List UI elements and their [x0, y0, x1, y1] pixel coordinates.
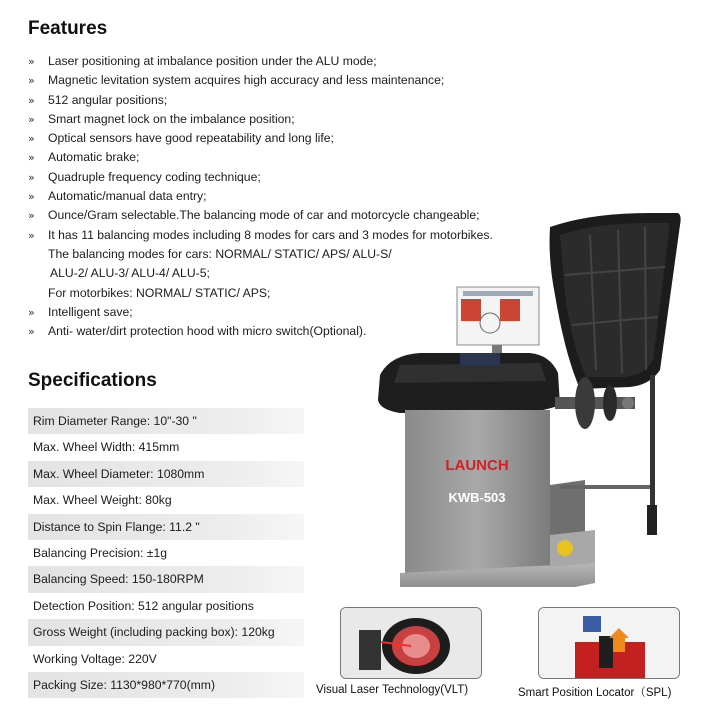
double-chevron-right-icon: »: [28, 190, 35, 204]
double-chevron-right-icon: »: [28, 55, 35, 68]
specifications-title: Specifications: [28, 370, 157, 391]
feature-item: » Anti- water/dirt protection hood with micro switch(Optional).: [28, 322, 558, 341]
spl-thumbnail: [538, 607, 680, 679]
feature-subline: ALU-2/ ALU-3/ ALU-4/ ALU-5;: [50, 266, 210, 281]
spec-row: Max. Wheel Diameter: 1080mm: [28, 461, 304, 487]
feature-item: » Quadruple frequency coding technique;: [28, 168, 558, 187]
hood-arm-foot: [647, 505, 657, 535]
vlt-thumbnail: [340, 607, 482, 679]
vlt-caption: Visual Laser Technology(VLT): [316, 684, 469, 696]
protection-hood: [550, 213, 681, 389]
feature-item: » Laser positioning at imbalance position under the ALU mode;: [28, 52, 558, 71]
spec-row: Max. Wheel Width: 415mm: [33, 440, 180, 455]
spec-row: Working Voltage: 220V: [33, 651, 157, 666]
model-label: KWB-503: [448, 490, 506, 505]
feature-item: » Ounce/Gram selectable.The balancing mode of car and motorcycle changeable;: [28, 206, 558, 225]
brand-label: LAUNCH: [445, 457, 509, 474]
spec-row: Balancing Speed: 150-180RPM: [28, 566, 304, 592]
features-title: Features: [28, 18, 108, 39]
spec-row: Rim Diameter Range: 10"-30 ": [28, 408, 304, 434]
spec-row: Packing Size: 1130*980*770(mm): [28, 672, 304, 698]
spec-row: Balancing Precision: ±1g: [33, 545, 168, 560]
feature-subline: For motorbikes: NORMAL/ STATIC/ APS;: [48, 285, 271, 300]
feature-item: » Smart magnet lock on the imbalance position;: [28, 110, 558, 129]
double-chevron-right-icon: »: [28, 325, 35, 339]
feature-item: » 512 angular positions;: [28, 91, 558, 110]
feature-item: » Magnetic levitation system acquires high accuracy and less maintenance;: [28, 71, 558, 90]
feature-item: » It has 11 balancing modes including 8 modes for cars and 3 modes for motorbikes.: [28, 226, 558, 245]
spl-caption: Smart Position Locator（SPL): [518, 687, 672, 699]
hood-arm: [650, 375, 655, 515]
laser-wheel-image: [341, 608, 481, 678]
feature-item: » Optical sensors have good repeatability and long life;: [28, 129, 558, 148]
specifications-table: [28, 408, 304, 698]
double-chevron-right-icon: »: [28, 93, 35, 107]
measuring-arm: [560, 485, 650, 489]
spec-row: Distance to Spin Flange: 11.2 ": [28, 514, 304, 540]
double-chevron-right-icon: »: [28, 151, 35, 165]
wheel-balancer-image: [360, 205, 700, 595]
feature-subline: The balancing modes for cars: NORMAL/ STATIC/ APS/ ALU-S/: [48, 246, 392, 261]
double-chevron-right-icon: »: [28, 228, 35, 242]
spec-row: Max. Wheel Weight: 80kg: [33, 493, 172, 508]
spec-row: Gross Weight (including packing box): 120kg: [28, 619, 304, 645]
double-chevron-right-icon: »: [28, 209, 35, 223]
double-chevron-right-icon: »: [28, 305, 35, 319]
feature-item: » Automatic brake;: [28, 148, 558, 167]
double-chevron-right-icon: »: [28, 74, 35, 88]
position-locator-image: [539, 608, 679, 678]
double-chevron-right-icon: »: [28, 112, 35, 126]
monitor: [457, 287, 539, 359]
control-panel-top: [378, 353, 560, 413]
warning-sticker: [557, 540, 573, 556]
feature-item: » Intelligent save;: [28, 303, 558, 322]
spec-row: Detection Position: 512 angular positions: [33, 598, 254, 613]
feature-item: » Automatic/manual data entry;: [28, 187, 558, 206]
double-chevron-right-icon: »: [28, 132, 35, 146]
double-chevron-right-icon: »: [28, 170, 35, 184]
